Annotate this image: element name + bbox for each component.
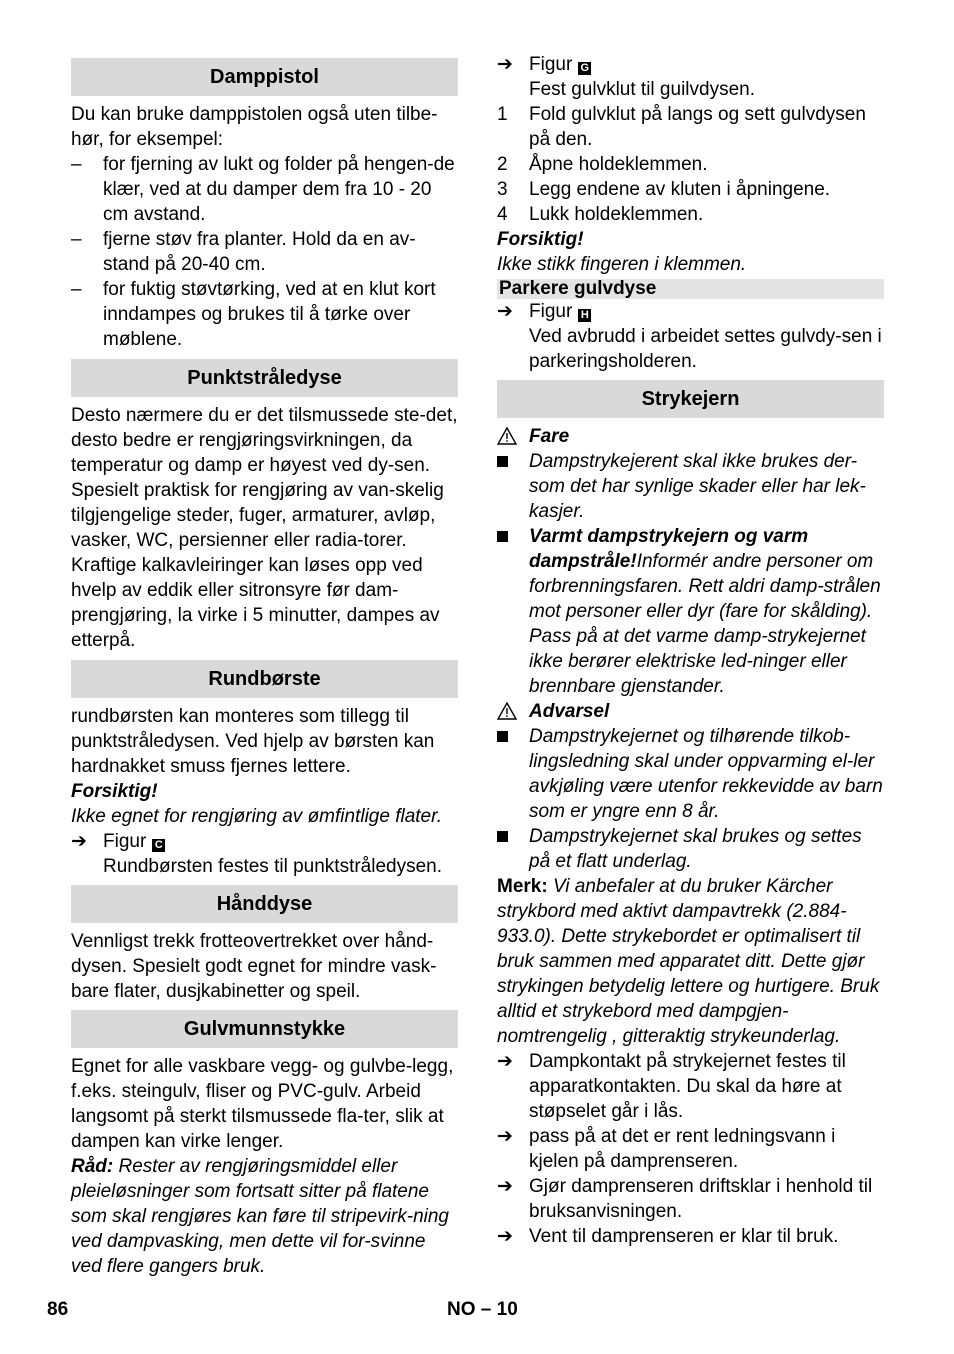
figure-reference: ➔ Figur C: [71, 829, 458, 854]
arrow-right-icon: ➔: [497, 1051, 513, 1072]
caution-text: Ikke stikk fingeren i klemmen.: [497, 254, 747, 275]
section-heading-gulvmunnstykke: Gulvmunnstykke: [71, 1010, 458, 1048]
list-item: Dampstrykejernet skal brukes og settes på et flatt underlag.: [497, 824, 884, 874]
warning-triangle-icon: [497, 702, 517, 720]
tip-paragraph: Råd: Rester av rengjøringsmiddel eller pleieløsninger som fortsatt sitter på flatene som skal rengjøres kan føre til stripevirk-ning ved dampvasking, men dette vil for-svinne ved flere gangers bruk.: [71, 1156, 449, 1277]
list-item: Dampstrykejerent skal ikke brukes der-som det har synlige skader eller har lek-kasjer.: [497, 449, 884, 524]
caution-text: Ikke egnet for rengjøring av ømfintlige flater.: [71, 806, 443, 827]
warning-triangle-icon: [497, 427, 517, 445]
section-heading-rundborste: Rundbørste: [71, 660, 458, 698]
danger-heading: Fare: [497, 424, 884, 449]
section-heading-handdyse: Hånddyse: [71, 885, 458, 923]
figure-reference: ➔ Figur H: [497, 299, 884, 324]
gulv-text: Egnet for alle vaskbare vegg- og gulvbe-legg, f.eks. steingulv, fliser og PVC-gulv. Arbeid langsomt på sterkt tilsmussede fla-ter, slik at dampen kan virke lenger.: [71, 1056, 454, 1152]
figure-text: Rundbørsten festes til punktstråledysen.: [103, 856, 443, 877]
parkere-text: Ved avbrudd i arbeidet settes gulvdy-sen i parkeringsholderen.: [529, 326, 882, 372]
damppistol-intro: Du kan bruke damppistolen også uten tilbe-hør, for eksempel:: [71, 104, 438, 150]
arrow-right-icon: ➔: [71, 831, 87, 852]
caution-label: Forsiktig!: [71, 781, 158, 802]
section-heading-punktstraledyse: Punktstråledyse: [71, 359, 458, 397]
figure-g-icon: G: [578, 62, 591, 75]
instruction-item: ➔ Vent til damprenseren er klar til bruk.: [497, 1226, 839, 1247]
list-item: – fjerne støv fra planter. Hold da en av-stand på 20-40 cm.: [71, 229, 416, 275]
tip-label: Råd:: [71, 1156, 114, 1177]
subsection-heading-parkere: Parkere gulvdyse: [497, 279, 884, 299]
step-item: 1 Fold gulvklut på langs og sett gulvdysen på den.: [497, 104, 866, 150]
caution-label: Forsiktig!: [497, 229, 584, 250]
note-paragraph: Merk: Vi anbefaler at du bruker Kärcher strykbord med aktivt dampavtrekk (2.884-933.0). Dette strykebordet er optimalisert til bruk sammen med apparatet ditt. Dette gjør strykingen betydelig lettere og hurtigere. Bruk alltid et strykebord med dampgjen-nomtrengelig , gitteraktig strykeunderlag.: [497, 876, 880, 1047]
step-item: 2 Åpne holdeklemmen.: [497, 154, 708, 175]
bullet-square-icon: [497, 731, 508, 742]
arrow-right-icon: ➔: [497, 1176, 513, 1197]
arrow-right-icon: ➔: [497, 1226, 513, 1247]
hand-text: Vennligst trekk frotteovertrekket over hånd-dysen. Spesielt godt egnet for mindre vask-bare flater, dusjkabinetter og speil.: [71, 931, 437, 1002]
page-number: 86: [47, 1299, 69, 1320]
bullet-square-icon: [497, 456, 508, 467]
right-column: [497, 52, 884, 1249]
bullet-square-icon: [497, 831, 508, 842]
left-column: [71, 52, 458, 1279]
step-item: 4 Lukk holdeklemmen.: [497, 204, 704, 225]
figure-h-icon: H: [578, 309, 591, 322]
instruction-item: ➔ Dampkontakt på strykejernet festes til apparatkontakten. Du skal da høre at støpselet går i lås.: [497, 1051, 846, 1122]
figure-text: Fest gulvklut til guilvdysen.: [529, 79, 755, 100]
list-item: – for fjerning av lukt og folder på hengen-de klær, ved at du damper dem fra 10 - 20 cm avstand.: [71, 154, 455, 225]
arrow-right-icon: ➔: [497, 301, 513, 322]
figure-c-icon: C: [152, 839, 165, 852]
arrow-right-icon: ➔: [497, 1126, 513, 1147]
instruction-item: ➔ pass på at det er rent ledningsvann i kjelen på damprenseren.: [497, 1126, 836, 1172]
bullet-square-icon: [497, 531, 508, 542]
warning-heading: Advarsel: [497, 699, 884, 724]
instruction-item: ➔ Gjør damprenseren driftsklar i henhold til bruksanvisningen.: [497, 1176, 873, 1222]
rund-text: rundbørsten kan monteres som tillegg til punktstråledysen. Ved hjelp av børsten kan hardnakket smuss fjernes lettere.: [71, 706, 435, 777]
list-item: – for fuktig støvtørking, ved at en klut kort inndampes og brukes til å tørke over møblene.: [71, 279, 436, 350]
section-heading-strykejern: Strykejern: [497, 380, 884, 418]
figure-reference: ➔ Figur G: [497, 52, 884, 77]
arrow-right-icon: ➔: [497, 54, 513, 75]
list-item: Dampstrykejernet og tilhørende tilkob-lingsledning skal under oppvarming el-ler avkjøling være utenfor rekkevidde av barn som er yngre enn 8 år.: [497, 724, 884, 824]
page-label: NO – 10: [447, 1299, 518, 1320]
note-label: Merk:: [497, 876, 548, 897]
section-heading-damppistol: Damppistol: [71, 58, 458, 96]
step-item: 3 Legg endene av kluten i åpningene.: [497, 179, 831, 200]
punkt-text: Desto nærmere du er det tilsmussede ste-det, desto bedre er rengjøringsvirkningen, da temperatur og damp er høyest ved dy-sen. Spesielt praktisk for rengjøring av van-skelig tilgjengelige steder, fuger, armaturer, avløp, vasker, WC, persienner eller radia-torer. Kraftige kalkavleiringer kan løses opp ved hvelp av eddik eller sitronsyre før dam-prengjøring, la virke i 5 minutter, dampes av etterpå.: [71, 405, 458, 651]
list-item: Varmt dampstrykejern og varm dampstråle!Informér andre personer om forbrenningsfaren. Rett aldri damp-strålen mot personer eller dyr (fare for skålding). Pass på at det varme damp-strykejernet ikke berører elektriske led-ninger eller brennbare gjenstander.: [497, 524, 884, 699]
